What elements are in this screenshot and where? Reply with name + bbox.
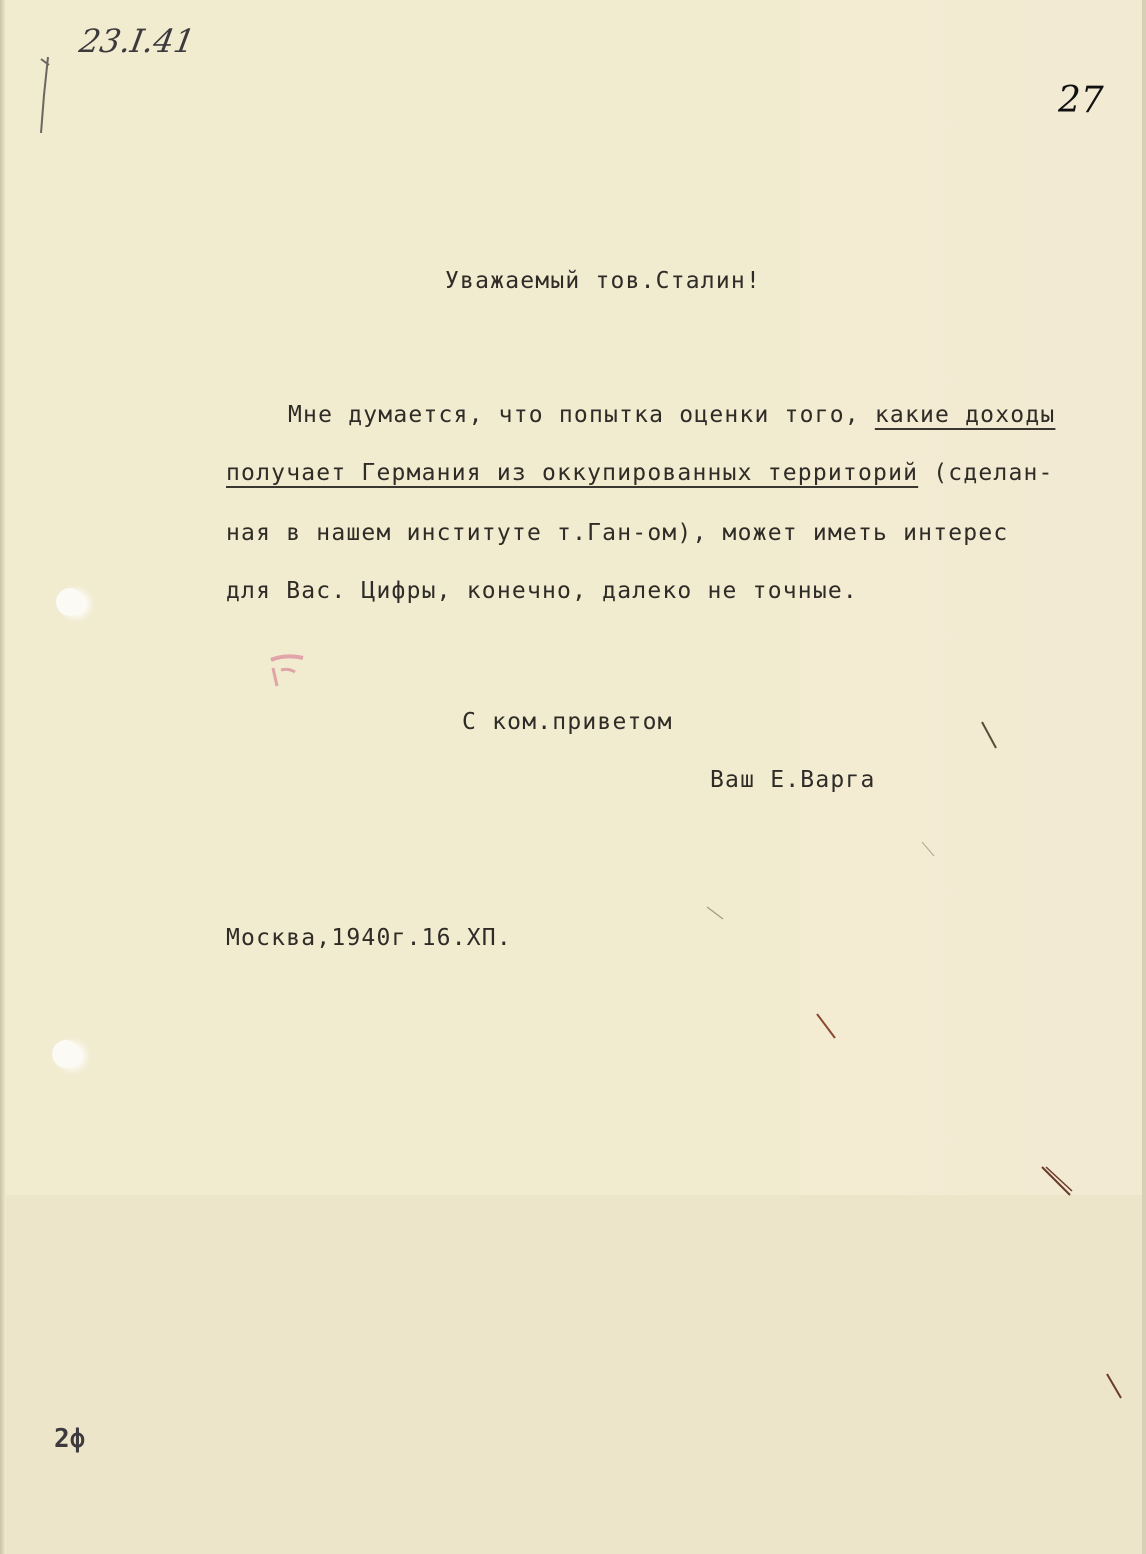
page-edge-right (1142, 0, 1146, 1554)
underlined-phrase: получает Германия из оккупированных территорий (226, 460, 919, 486)
punch-hole-top (56, 588, 84, 616)
scratch-mark (815, 1012, 839, 1042)
handwritten-date: 23.I.41 (76, 22, 198, 60)
salutation: Уважаемый тов.Сталин! (445, 268, 761, 294)
body-line-1-text: Мне думается, что попытка оценки того, (288, 402, 875, 428)
body-line-4: для Вас. Цифры, конечно, далеко не точные. (226, 578, 858, 604)
body-line-1 (288, 402, 1055, 428)
underlined-phrase: какие доходы (874, 402, 1056, 428)
place-and-date: Москва,1940г.16.ХП. (226, 925, 512, 951)
signature: Ваш Е.Варга (710, 767, 876, 793)
pencil-mark-icon (38, 55, 52, 135)
page-number: 27 (1058, 80, 1104, 121)
scratch-mark (980, 720, 1000, 750)
bottom-left-mark: 2ф (54, 1424, 86, 1454)
closing: С ком.приветом (462, 709, 673, 735)
scratch-mark (920, 840, 940, 860)
punch-hole-bottom (52, 1040, 80, 1068)
body-line-2-text: (сделан- (918, 460, 1054, 486)
body-line-2 (226, 460, 1054, 486)
scratch-mark (1105, 1372, 1125, 1402)
red-stamp-mark (265, 650, 309, 690)
page-edge-shadow (0, 0, 6, 1554)
scratch-mark (705, 905, 725, 921)
body-line-3: ная в нашем институте т.Ган-ом), может иметь интерес (226, 520, 1009, 546)
faded-bottom-area (0, 1195, 1146, 1554)
scratch-mark (1040, 1165, 1074, 1199)
